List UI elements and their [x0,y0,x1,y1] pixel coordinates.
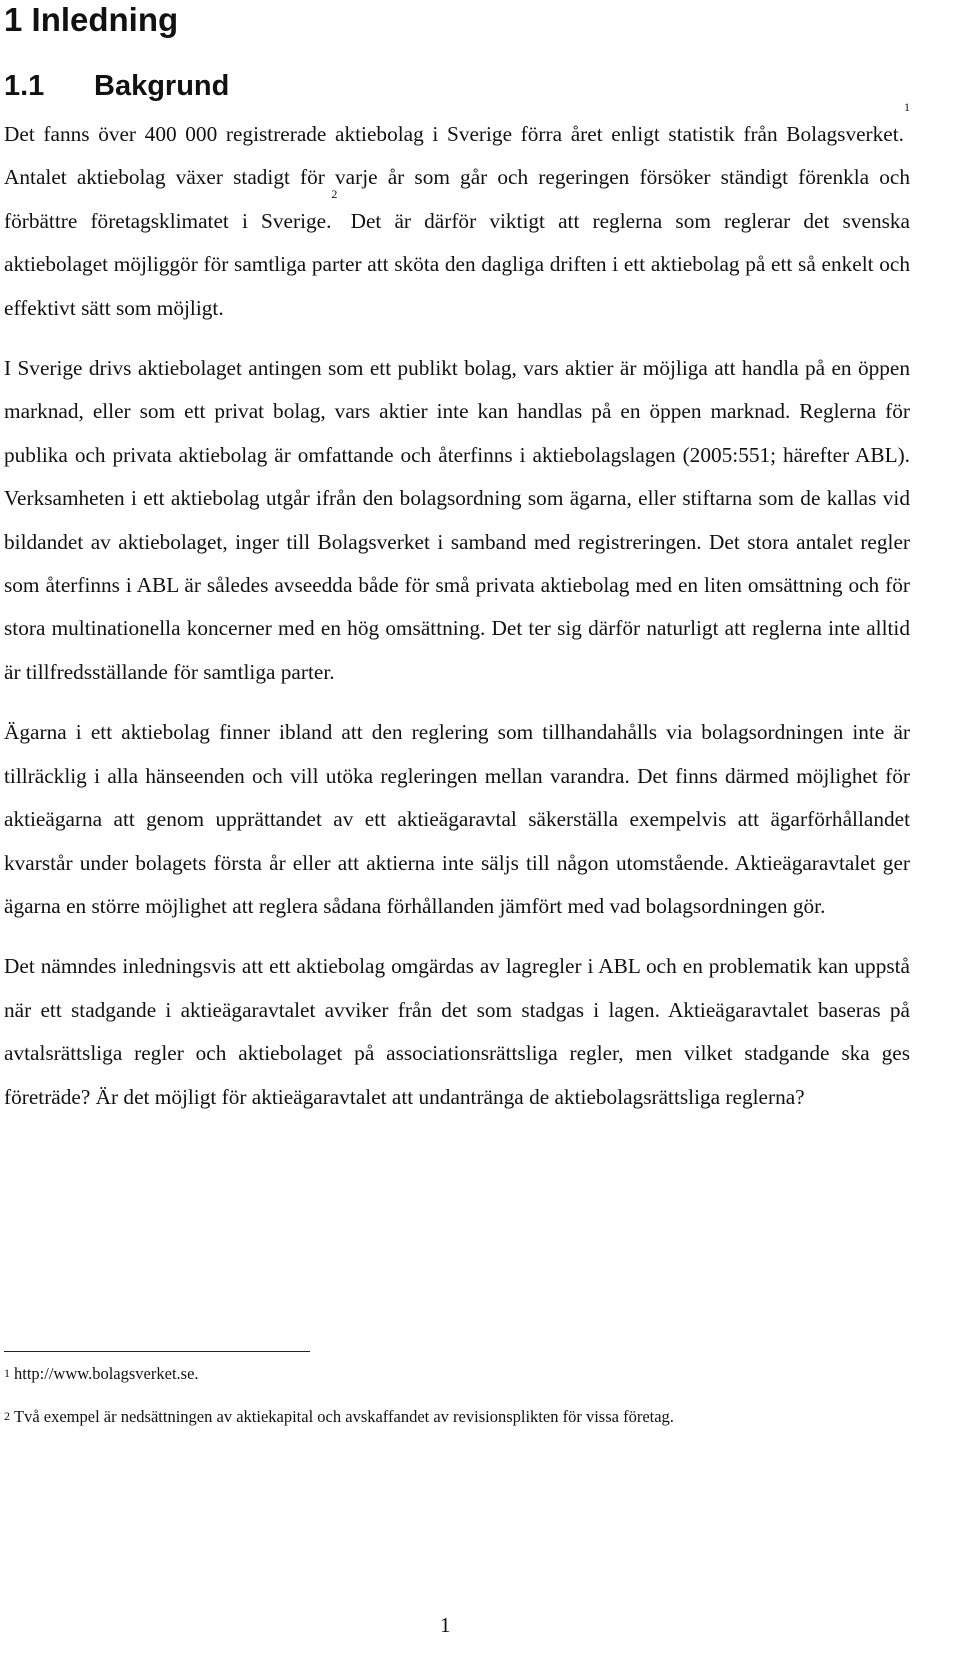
footnote-1-link[interactable]: http://www.bolagsverket.se. [14,1364,199,1383]
footnote-1-number: 1 [4,1366,10,1380]
footnote-reference-1: 1 [904,100,910,114]
footnote-1 [4,1363,199,1385]
paragraph-1 [4,100,910,330]
section-number: 1.1 [4,70,45,102]
paragraph-1-text-a: Det fanns över 400 000 registrerade aktiebolag i Sverige förra året enligt statistik från Bolagsverket. [4,122,904,146]
section-heading [4,68,229,104]
paragraph-1-text-b: Antalet aktiebolag växer stadigt för varje år som går och regeringen försöker ständigt förenkla och förbättre företagsklimatet i Sverige. [4,165,910,233]
paragraph-3: Ägarna i ett aktiebolag finner ibland att den reglering som tillhandahålls via bolagsordningen inte är tillräcklig i alla hänseenden och vill utöka regleringen mellan varandra. Det finns därmed möjlighet för aktieägarna att genom upprättandet av ett aktieägaravtal säkerställa exempelvis att ägarförhållandet kvarstår under bolagets första år eller att aktierna inte säljs till någon utomstående. Aktieägaravtalet ger ägarna en större möjlighet att reglera sådana förhållanden jämfört med vad bolagsordningen gör. [4,720,910,918]
paragraph-4: Det nämndes inledningsvis att ett aktiebolag omgärdas av lagregler i ABL och en problematik kan uppstå när ett stadgande i aktieägaravtalet avviker från det som stadgas i lagen. Aktieägaravtalet baseras på avtalsrättsliga regler och aktiebolaget på associationsrättsliga regler, men vilket stadgande ska ges företräde? Är det möjligt för aktieägaravtalet att undantränga de aktiebolagsrättsliga reglerna? [4,954,910,1109]
paragraph-2: I Sverige drivs aktiebolaget antingen som ett publikt bolag, vars aktier är möjliga att handla på en öppen marknad, eller som ett privat bolag, vars aktier inte kan handlas på en öppen marknad. Reglerna för publika och privata aktiebolag är omfattande och återfinns i aktiebolagslagen (2005:551; härefter ABL). Verksamheten i ett aktiebolag utgår ifrån den bolagsordning som ägarna, eller stiftarna som de kallas vid bildandet av aktiebolaget, inger till Bolagsverket i samband med registreringen. Det stora antalet regler som återfinns i ABL är således avseedda både för små privata aktiebolag med en liten omsättning och för stora multinationella koncerner med en hög omsättning. Det ter sig därför naturligt att reglerna inte alltid är tillfredsställande för samtliga parter. [4,356,910,684]
footnote-separator [4,1351,310,1352]
chapter-heading: 1 Inledning [4,1,179,38]
section-title: Bakgrund [94,70,230,102]
paragraph-1-text-c: Det är därför viktigt att reglerna som reglerar det svenska aktiebolaget möjliggör för samtliga parter att sköta den dagliga driften i ett aktiebolag på ett så enkelt och effektivt sätt som möjligt. [4,208,910,320]
footnote-reference-2: 2 [331,186,338,201]
body-text [4,100,910,1119]
footnote-2 [4,1406,674,1428]
footnote-2-text: Två exempel är nedsättningen av aktiekapital och avskaffandet av revisionsplikten för vissa företag. [14,1407,674,1426]
footnote-2-number: 2 [4,1409,10,1423]
page-number: 1 [440,1613,451,1637]
